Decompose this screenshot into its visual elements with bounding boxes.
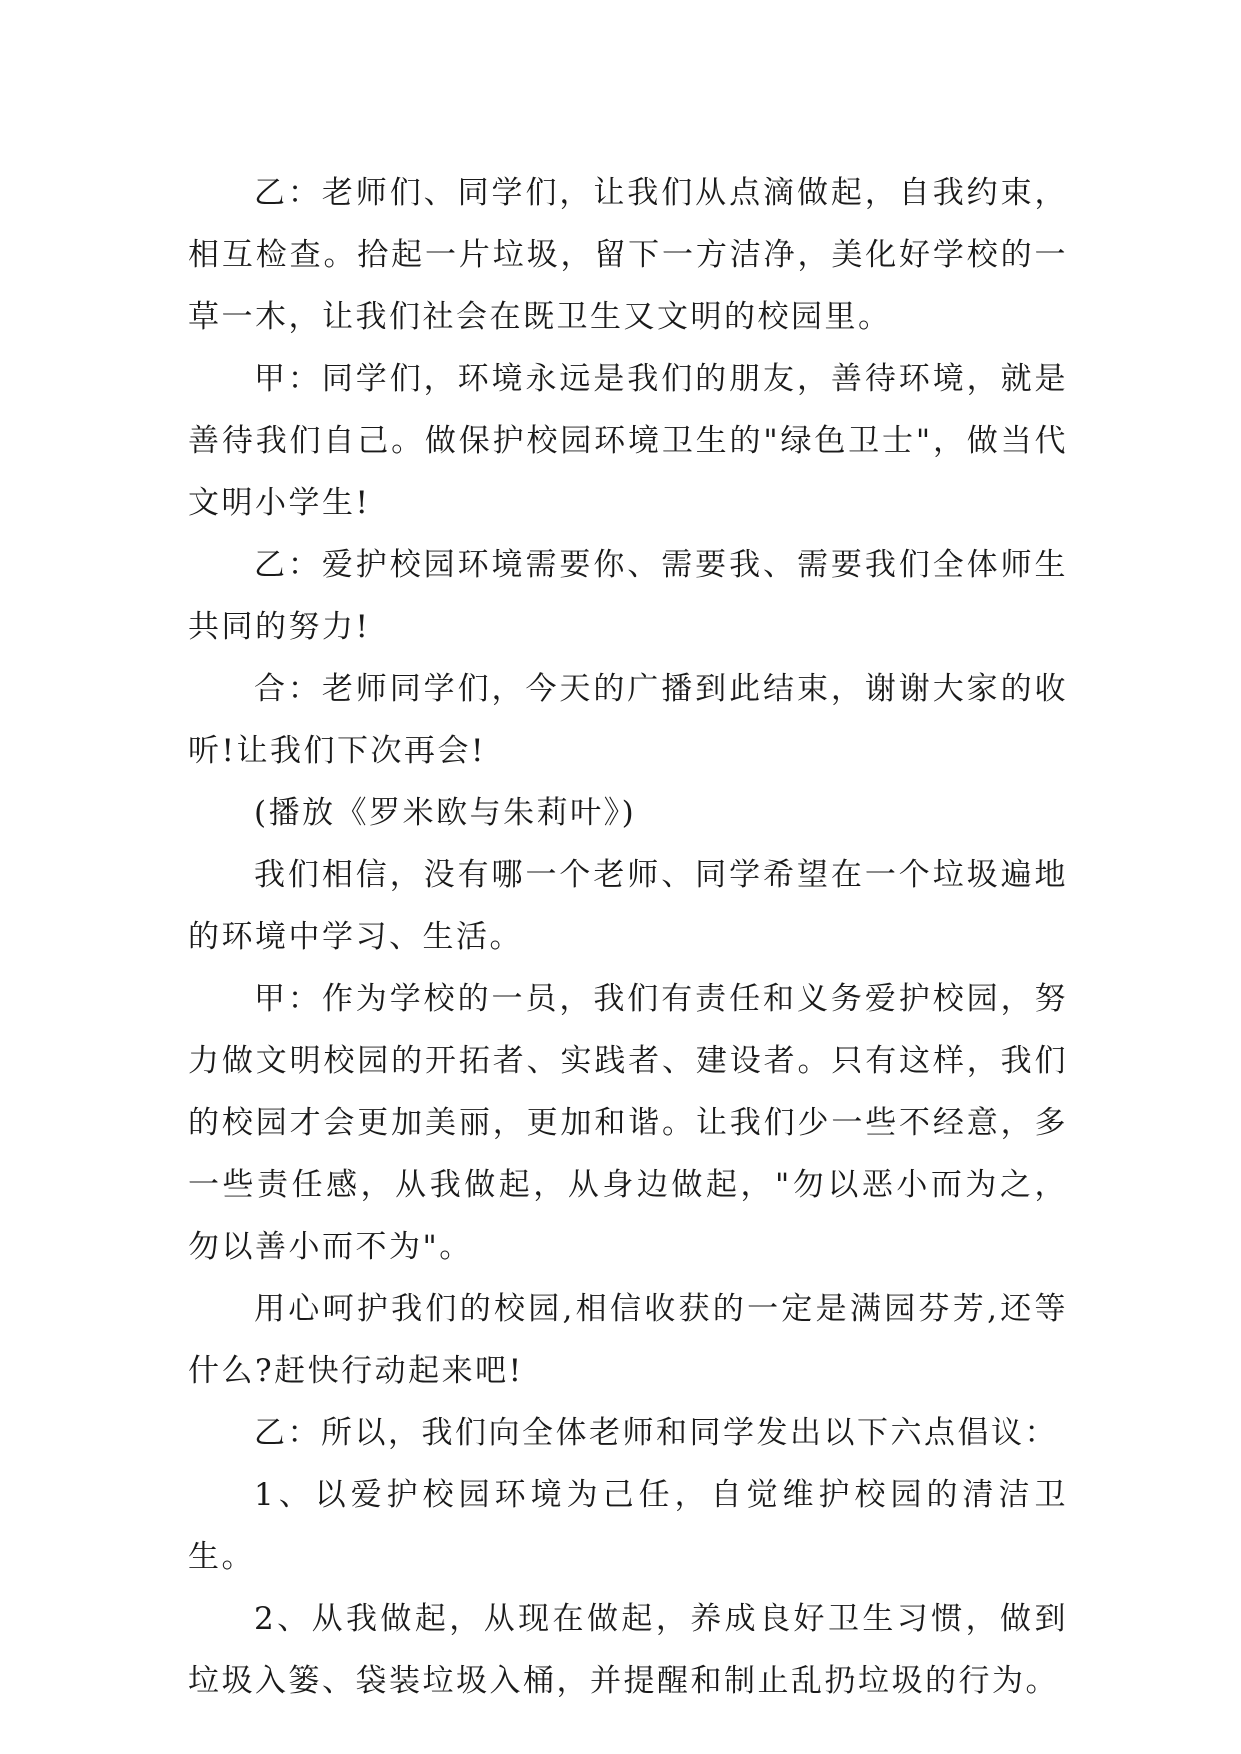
paragraph-6: 我们相信，没有哪一个老师、同学希望在一个垃圾遍地的环境中学习、生活。 — [188, 857, 1068, 955]
paragraph-9: 乙：所以，我们向全体老师和同学发出以下六点倡议： — [254, 1415, 1058, 1451]
paragraph-7: 甲：作为学校的一员，我们有责任和义务爱护校园，努力做文明校园的开拓者、实践者、建设者。只有这样，我们的校园才会更加美丽，更加和谐。让我们少一些不经意，多一些责任感，从我做起，从身边做起，"勿以恶小而为之，勿以善小而不为"。 — [188, 981, 1068, 1265]
paragraph-2: 甲：同学们，环境永远是我们的朋友，善待环境，就是善待我们自己。做保护校园环境卫生的"绿色卫士"，做当代文明小学生! — [188, 361, 1068, 521]
paragraph-3: 乙：爱护校园环境需要你、需要我、需要我们全体师生共同的努力! — [188, 547, 1068, 645]
paragraph-4: 合：老师同学们，今天的广播到此结束，谢谢大家的收听!让我们下次再会! — [188, 671, 1068, 769]
paragraph-5: (播放《罗米欧与朱莉叶》) — [254, 795, 637, 831]
paragraph-1: 乙：老师们、同学们，让我们从点滴做起，自我约束，相互检查。拾起一片垃圾，留下一方洁净，美化好学校的一草一木，让我们社会在既卫生又文明的校园里。 — [188, 175, 1068, 335]
paragraph-10: 1、以爱护校园环境为己任，自觉维护校园的清洁卫生。 — [188, 1477, 1068, 1575]
document-body — [188, 162, 1068, 1712]
paragraph-11: 2、从我做起，从现在做起，养成良好卫生习惯，做到垃圾入篓、袋装垃圾入桶，并提醒和制止乱扔垃圾的行为。 — [188, 1601, 1068, 1699]
paragraph-8: 用心呵护我们的校园,相信收获的一定是满园芬芳,还等什么?赶快行动起来吧! — [188, 1291, 1068, 1389]
